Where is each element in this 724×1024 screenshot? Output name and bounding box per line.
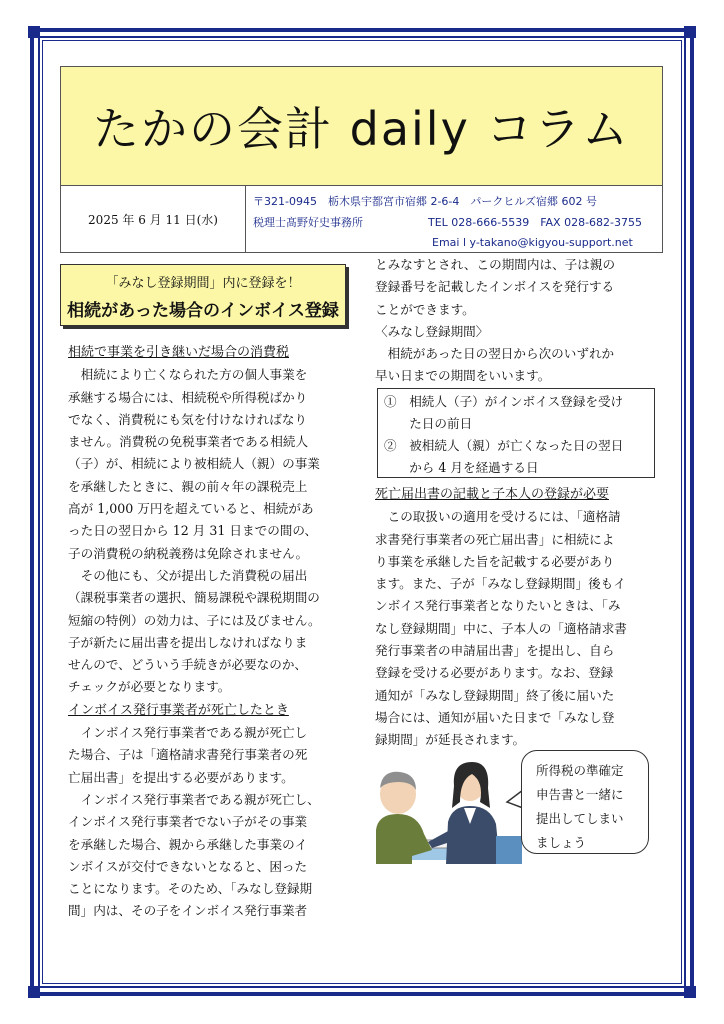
body-text-line: この取扱いの適用を受けるには、「適格請 bbox=[375, 509, 621, 525]
office-email[interactable]: Emai l y-takano@kigyou-support.net bbox=[432, 236, 633, 249]
body-text-line: り事業を承継した旨を記載する必要があり bbox=[375, 553, 615, 569]
left-column bbox=[68, 342, 358, 923]
office-address: 〒321-0945 栃木県宇都宮市宿郷 2-6-4 パークヒルズ宿郷 602 号 bbox=[253, 195, 598, 208]
border-corner-top-left bbox=[28, 26, 40, 38]
section-body-invoice-death bbox=[68, 722, 358, 923]
body-text-line: とみなすとされ、この期間内は、子は親の bbox=[375, 257, 616, 272]
body-text-line: 登録番号を記載したインボイスを発行する bbox=[375, 279, 615, 295]
list-item-line: た日の前日 bbox=[384, 416, 473, 431]
right-column bbox=[375, 254, 665, 388]
section-heading-death-notice: 死亡届出書の記載と子本人の登録が必要 bbox=[375, 487, 610, 502]
body-text-line: 短縮の特例）の効力は、子には及びません。 bbox=[68, 612, 321, 628]
body-text-line: インボイス発行事業者である親が死亡し bbox=[68, 725, 308, 741]
title-box bbox=[61, 67, 662, 186]
bubble-text-line: ましょう bbox=[536, 835, 587, 850]
bubble-text-line: 申告書と一緒に bbox=[536, 787, 624, 802]
issue-date: 2025 年 6 月 11 日(水) bbox=[61, 186, 246, 252]
office-name: 税理士髙野好史事務所 bbox=[253, 216, 363, 229]
body-text-line: （課税事業者の選択、簡易課税や課税期間の bbox=[68, 590, 320, 606]
right-column-intro bbox=[375, 254, 665, 388]
body-text-line: ます。また、子が「みなし登録期間」後もイ bbox=[375, 576, 626, 592]
body-text-line: 通知が「みなし登録期間」終了後に届いた bbox=[375, 687, 615, 703]
body-text-line: 間」内は、その子をインボイス発行事業者 bbox=[68, 903, 308, 919]
body-text-line: 場合には、通知が届いた日まで「みなし登 bbox=[375, 709, 615, 725]
speech-bubble bbox=[521, 750, 649, 854]
body-text-line: 登録を受ける必要があります。なお、登録 bbox=[375, 665, 614, 681]
chair-shape bbox=[496, 836, 522, 864]
office-tel-fax: TEL 028-666-5539 FAX 028-682-3755 bbox=[428, 216, 643, 229]
body-text-line: （子）が、相続により被相続人（親）の事業 bbox=[68, 456, 320, 472]
body-text-line: ことができます。 bbox=[375, 301, 475, 317]
body-text-line: 亡届出書」を提出する必要があります。 bbox=[68, 769, 294, 785]
deemed-period-list-box bbox=[377, 388, 655, 478]
section-heading-inheritance-tax: 相続で事業を引き継いだ場合の消費税 bbox=[68, 345, 290, 360]
body-text-line: 発行事業者の申請届出書」を提出し、自ら bbox=[375, 643, 615, 659]
body-text-line: 高が 1,000 万円を超えていると、相続があ bbox=[68, 501, 314, 517]
newsletter-title: たかの会計 daily コラム bbox=[93, 102, 630, 156]
border-corner-top-right bbox=[684, 26, 696, 38]
list-item-line: ① 相続人（子）がインボイス登録を受け bbox=[384, 394, 624, 409]
body-text-line: 相続により亡くなられた方の個人事業を bbox=[68, 367, 308, 383]
right-column-lower bbox=[375, 484, 665, 752]
body-text-line: 求書発行事業者の死亡届出書」に相続によ bbox=[375, 531, 615, 547]
body-text-line: た場合、子は「適格請求書発行事業者の死 bbox=[68, 747, 308, 763]
body-text-line: せんので、どういう手続きが必要なのか、 bbox=[68, 657, 308, 673]
border-corner-bottom-right bbox=[684, 986, 696, 998]
body-text-line: 子の消費税の納税義務は免除されません。 bbox=[68, 545, 309, 561]
headline-title: 相続があった場合のインボイス登録 bbox=[67, 301, 339, 321]
body-text-line: なし登録期間」中に、子本人の「適格請求書 bbox=[375, 620, 627, 636]
body-text-line: を承継したときに、親の前々年の課税売上 bbox=[68, 478, 308, 494]
section-body-inheritance-tax bbox=[68, 364, 358, 698]
body-text-line: ンボイスが交付できないとなると、困った bbox=[68, 858, 308, 874]
headline-subtitle: 「みなし登録期間」内に登録を！ bbox=[105, 276, 301, 291]
body-text-line: った日の翌日から 12 月 31 日までの間の、 bbox=[68, 523, 318, 539]
body-text-line: 相続があった日の翌日から次のいずれか bbox=[375, 346, 615, 362]
body-text-line: を承継した場合、親から承継した事業のイ bbox=[68, 836, 308, 852]
bubble-text-line: 提出してしまい bbox=[536, 811, 624, 826]
body-text-line: ことになります。そのため、「みなし登録期 bbox=[68, 881, 313, 897]
section-body-death-notice bbox=[375, 506, 665, 751]
section-heading-invoice-death: インボイス発行事業者が死亡したとき bbox=[68, 702, 289, 718]
body-text-line: インボイス発行事業者である親が死亡し、 bbox=[68, 791, 320, 807]
body-text-line: その他にも、父が提出した消費税の届出 bbox=[68, 567, 308, 583]
body-text-line: ません。消費税の免税事業者である相続人 bbox=[68, 434, 309, 450]
body-text-line: でなく、消費税にも気を付けなければなり bbox=[68, 411, 308, 427]
body-text-line: 早い日までの期間をいいます。 bbox=[375, 368, 551, 384]
body-text-line: ンボイス発行事業者となりたいときは、「み bbox=[375, 598, 621, 614]
body-text-line: インボイス発行事業者でない子がその事業 bbox=[68, 814, 308, 830]
border-corner-bottom-left bbox=[28, 986, 40, 998]
article-headline-box bbox=[60, 264, 346, 326]
body-text-line: 〈みなし登録期間〉 bbox=[375, 323, 489, 339]
body-text-line: 子が新たに届出書を提出しなければなりま bbox=[68, 634, 308, 650]
body-text-line: チェックが必要となります。 bbox=[68, 679, 231, 695]
body-text-line: 承継する場合には、相続税や所得税ばかり bbox=[68, 389, 308, 405]
bubble-text-line: 所得税の準確定 bbox=[536, 763, 624, 778]
list-item-line: ② 被相続人（親）が亡くなった日の翌日 bbox=[384, 438, 624, 453]
body-text-line: 録期間」が延長されます。 bbox=[375, 732, 526, 748]
list-item-line: から 4 月を経過する日 bbox=[384, 460, 539, 475]
